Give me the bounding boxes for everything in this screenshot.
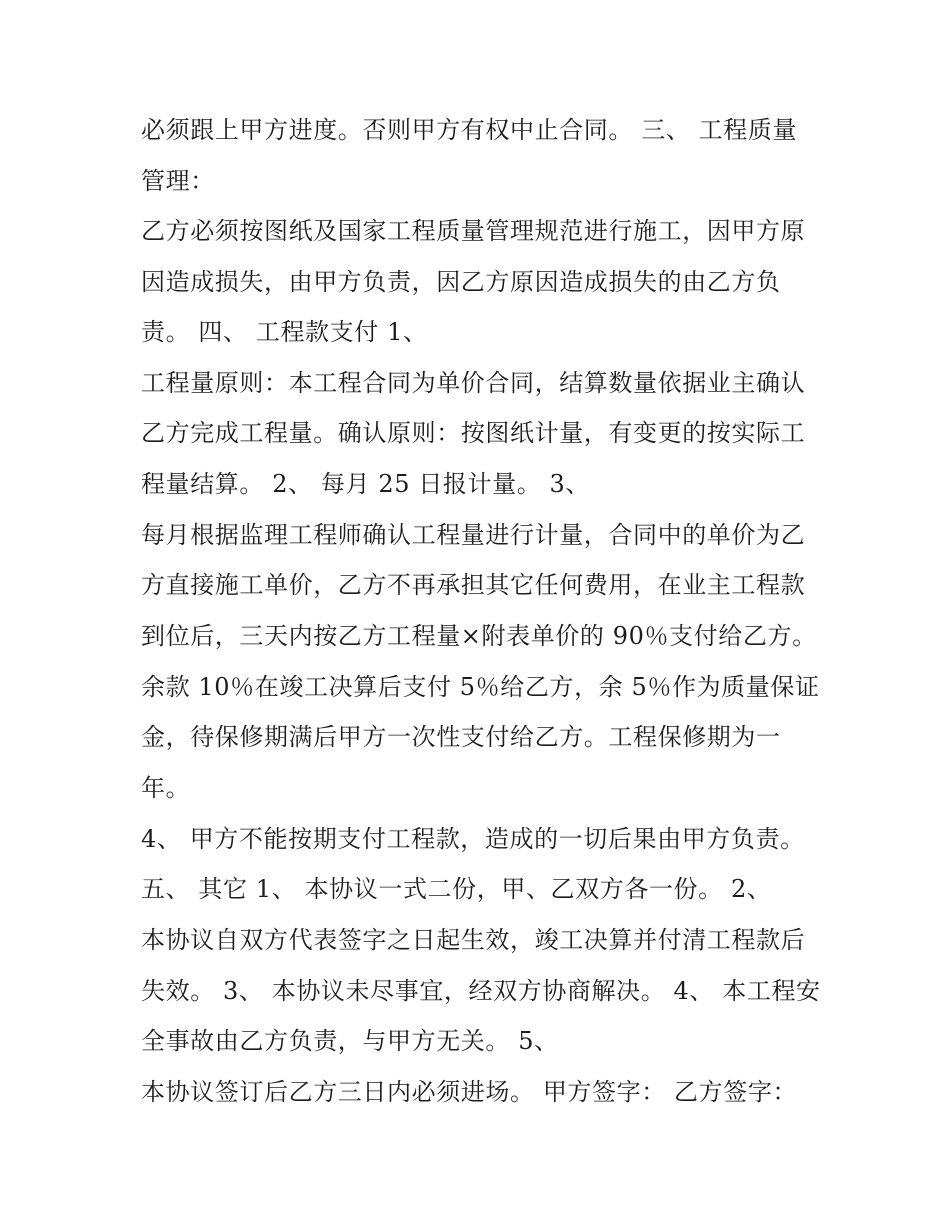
text-line: 乙方必须按图纸及国家工程质量管理规范进行施工，因甲方原 — [141, 217, 806, 245]
text-line: 因造成损失，由甲方负责，因乙方原因造成损失的由乙方负 — [141, 268, 781, 296]
text-line: 全事故由乙方负责，与甲方无关。 5、 — [141, 1027, 559, 1055]
text-line: 方直接施工单价，乙方不再承担其它任何费用，在业主工程款 — [141, 571, 806, 599]
text-line: 年。 — [141, 774, 191, 802]
text-line: 金，待保修期满后甲方一次性支付给乙方。工程保修期为一 — [141, 723, 781, 751]
text-line: 工程量原则：本工程合同为单价合同，结算数量依据业主确认 — [141, 369, 806, 397]
text-line: 每月根据监理工程师确认工程量进行计量，合同中的单价为乙 — [141, 521, 806, 549]
text-line: 4、 甲方不能按期支付工程款，造成的一切后果由甲方负责。 — [141, 825, 805, 853]
text-line: 程量结算。 2、 每月 25 日报计量。 3、 — [141, 470, 591, 498]
text-line: 乙方完成工程量。确认原则：按图纸计量，有变更的按实际工 — [141, 419, 806, 447]
text-line: 本协议自双方代表签字之日起生效，竣工决算并付清工程款后 — [141, 926, 806, 954]
text-line: 五、 其它 1、 本协议一式二份，甲、乙双方各一份。 2、 — [141, 875, 772, 903]
text-line: 责。 四、 工程款支付 1、 — [141, 318, 428, 346]
text-line: 必须跟上甲方进度。否则甲方有权中止合同。 三、 工程质量 — [141, 116, 798, 144]
text-line: 本协议签订后乙方三日内必须进场。 甲方签字： 乙方签字： — [141, 1078, 798, 1106]
text-line: 管理： — [141, 167, 215, 195]
text-line: 到位后，三天内按乙方工程量×附表单价的 90％支付给乙方。 — [141, 622, 817, 650]
text-line: 余款 10％在竣工决算后支付 5％给乙方，余 5％作为质量保证 — [141, 673, 820, 701]
text-line: 失效。 3、 本协议未尽事宜，经双方协商解决。 4、 本工程安 — [141, 977, 821, 1005]
